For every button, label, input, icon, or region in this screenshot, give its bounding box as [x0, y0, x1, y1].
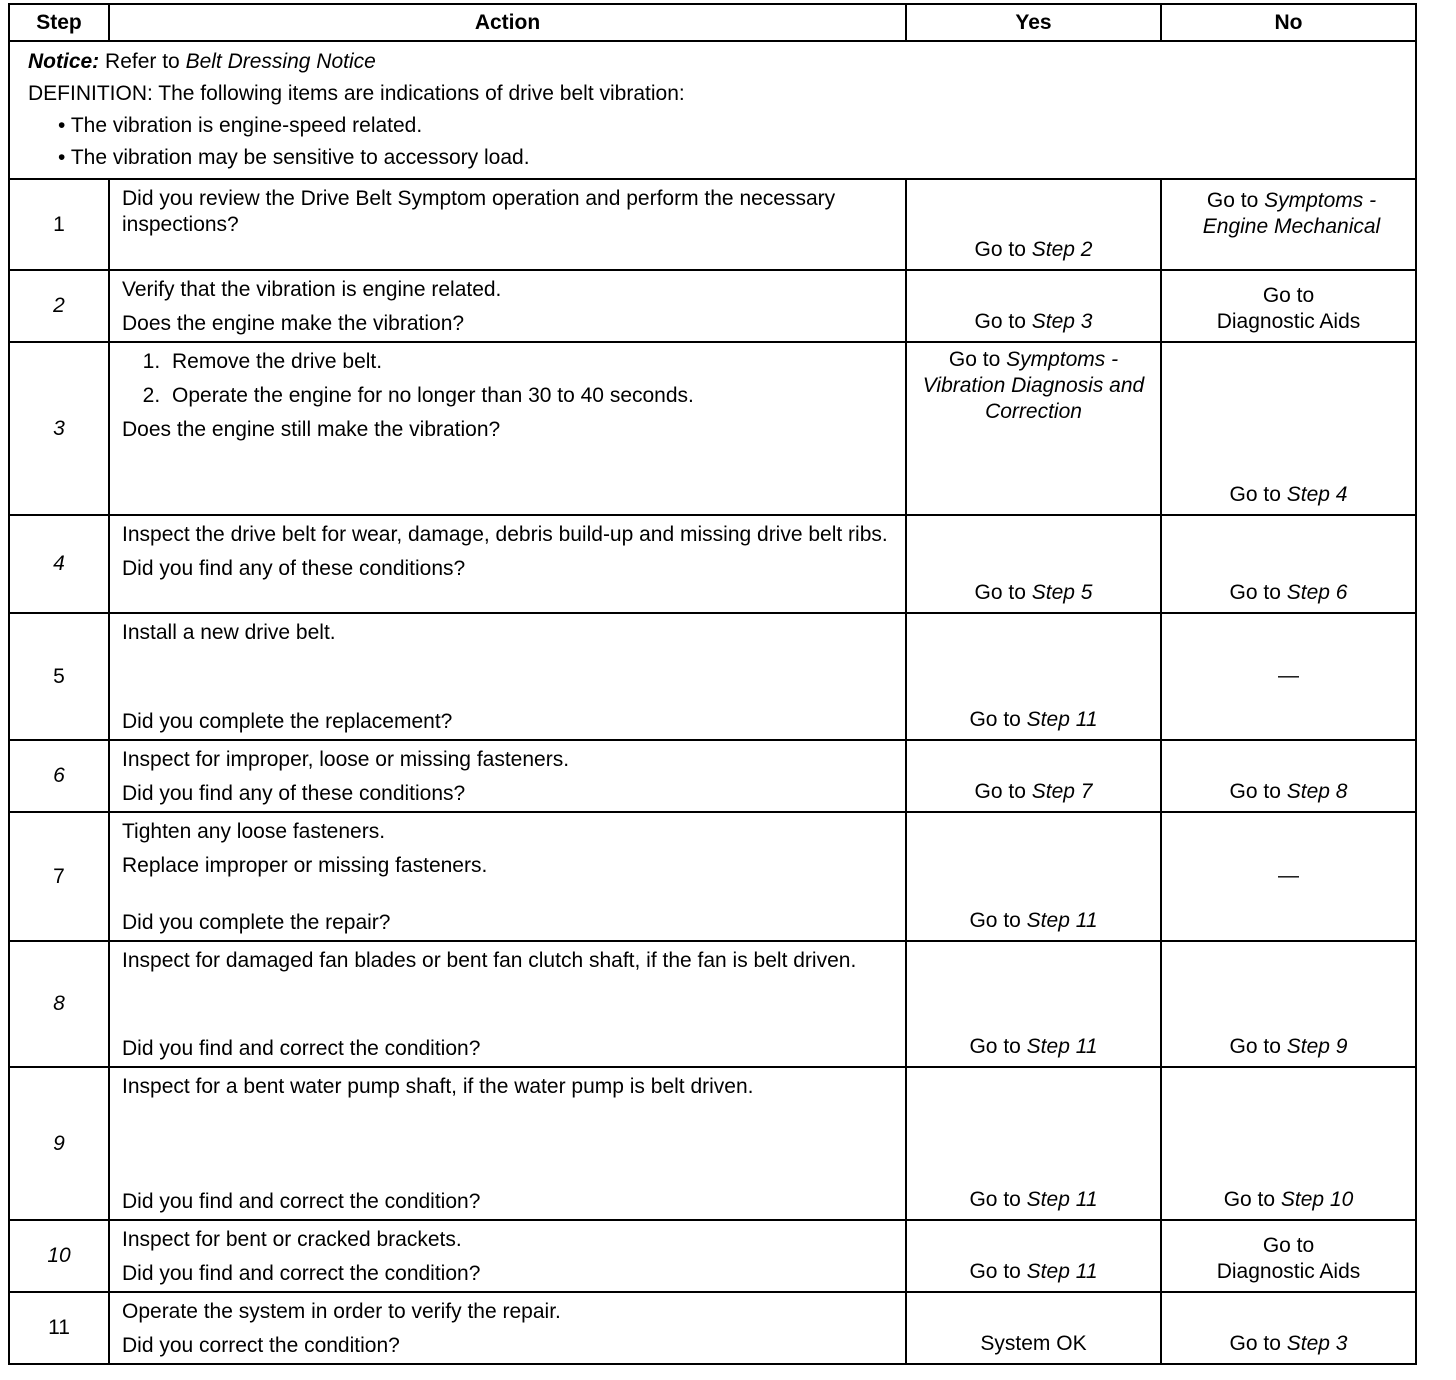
- action-text: Install a new drive belt.: [122, 621, 336, 644]
- action-question: Did you find any of these conditions?: [122, 782, 466, 805]
- step-number: 5: [9, 613, 109, 740]
- yes-prefix: Go to: [969, 1035, 1027, 1058]
- action-list: [122, 349, 893, 409]
- action-question: Does the engine make the vibration?: [122, 312, 465, 335]
- notice-row: [9, 41, 1416, 179]
- action-cell: [109, 1292, 906, 1364]
- yes-prefix: Go to: [969, 708, 1027, 731]
- no-line: Diagnostic Aids: [1216, 1260, 1361, 1283]
- yes-ref: Step 2: [1031, 238, 1093, 261]
- step-number: 3: [9, 342, 109, 515]
- step-number: 1: [9, 179, 109, 270]
- step-number: 6: [9, 740, 109, 812]
- action-question: Does the engine still make the vibration?: [122, 418, 501, 441]
- table-row: [9, 270, 1416, 342]
- definition: DEFINITION: The following items are indications of drive belt vibration:: [28, 82, 685, 105]
- action-question: Did you complete the replacement?: [122, 710, 453, 733]
- no-prefix: Go to: [1229, 1035, 1287, 1058]
- yes-cell: [906, 941, 1161, 1067]
- no-ref: Symptoms - Engine Mechanical: [1202, 189, 1381, 238]
- action-question: Did you find and correct the condition?: [122, 1262, 481, 1285]
- header-action: Action: [109, 4, 906, 41]
- no-prefix: Go to: [1206, 189, 1265, 212]
- no-line: Go to: [1262, 1234, 1315, 1257]
- step-number: 11: [9, 1292, 109, 1364]
- action-text: Verify that the vibration is engine related.: [122, 278, 502, 301]
- step-number: 10: [9, 1220, 109, 1292]
- yes-ref: Step 5: [1031, 581, 1093, 604]
- no-cell: [1161, 179, 1416, 270]
- no-cell: [1161, 1067, 1416, 1220]
- action-cell: [109, 179, 906, 270]
- yes-cell: [906, 179, 1161, 270]
- yes-ref: Step 11: [1026, 1035, 1098, 1058]
- action-cell: [109, 613, 906, 740]
- no-prefix: Go to: [1229, 780, 1287, 803]
- yes-ref: Step 11: [1026, 1188, 1098, 1211]
- yes-cell: [906, 812, 1161, 941]
- action-question: Did you find and correct the condition?: [122, 1037, 481, 1060]
- yes-cell: [906, 740, 1161, 812]
- action-text: Inspect for bent or cracked brackets.: [122, 1228, 462, 1251]
- table-row: [9, 1220, 1416, 1292]
- no-cell: [1161, 270, 1416, 342]
- table-row: [9, 1292, 1416, 1364]
- yes-cell: [906, 270, 1161, 342]
- list-item: 2. Operate the engine for no longer than 30 to 40 seconds.: [166, 383, 893, 409]
- yes-prefix: Go to: [969, 909, 1027, 932]
- header-row: [9, 4, 1416, 41]
- no-cell: [1161, 1292, 1416, 1364]
- header-no: No: [1161, 4, 1416, 41]
- action-text: Inspect for a bent water pump shaft, if the water pump is belt driven.: [122, 1075, 754, 1098]
- yes-text: System OK: [980, 1332, 1087, 1355]
- step-number: 8: [9, 941, 109, 1067]
- action-text: Inspect for damaged fan blades or bent fan clutch shaft, if the fan is belt driven.: [122, 949, 857, 972]
- yes-ref: Step 11: [1026, 1260, 1098, 1283]
- action-question: Did you complete the repair?: [122, 911, 391, 934]
- step-number: 2: [9, 270, 109, 342]
- yes-ref: Symptoms - Vibration Diagnosis and Correction: [922, 348, 1145, 423]
- no-cell: [1161, 740, 1416, 812]
- no-cell: [1161, 515, 1416, 613]
- yes-cell: [906, 1067, 1161, 1220]
- yes-prefix: Go to: [948, 348, 1007, 371]
- action-text: Tighten any loose fasteners.: [122, 820, 386, 843]
- step-number: 4: [9, 515, 109, 613]
- no-ref: Step 3: [1286, 1332, 1348, 1355]
- yes-cell: [906, 515, 1161, 613]
- table-row: [9, 179, 1416, 270]
- action-question: Did you correct the condition?: [122, 1334, 400, 1357]
- no-cell: [1161, 613, 1416, 740]
- header-yes: Yes: [906, 4, 1161, 41]
- no-prefix: Go to: [1229, 1332, 1287, 1355]
- action-text: Inspect for improper, loose or missing fasteners.: [122, 748, 570, 771]
- no-prefix: Go to: [1229, 483, 1287, 506]
- no-cell: [1161, 342, 1416, 515]
- action-cell: [109, 270, 906, 342]
- table-row: [9, 812, 1416, 941]
- no-ref: Step 6: [1286, 581, 1348, 604]
- step-number: 7: [9, 812, 109, 941]
- step-number: 9: [9, 1067, 109, 1220]
- yes-cell: [906, 613, 1161, 740]
- action-cell: [109, 1067, 906, 1220]
- no-ref: Step 9: [1286, 1035, 1348, 1058]
- diagnostic-table: [8, 3, 1417, 1365]
- no-prefix: Go to: [1223, 1188, 1281, 1211]
- notice-ref: Belt Dressing Notice: [185, 50, 376, 73]
- yes-prefix: Go to: [974, 581, 1032, 604]
- yes-cell: [906, 1220, 1161, 1292]
- bullet: • The vibration may be sensitive to accessory load.: [76, 142, 1397, 174]
- yes-cell: [906, 342, 1161, 515]
- no-line: Diagnostic Aids: [1216, 310, 1361, 333]
- yes-cell: [906, 1292, 1161, 1364]
- no-cell: [1161, 941, 1416, 1067]
- list-item: 1. Remove the drive belt.: [166, 349, 893, 375]
- action-cell: [109, 1220, 906, 1292]
- yes-prefix: Go to: [974, 238, 1032, 261]
- action-text: Operate the system in order to verify the repair.: [122, 1300, 561, 1323]
- bullet: • The vibration is engine-speed related.: [76, 110, 1397, 142]
- definition-list: [28, 110, 1397, 174]
- table-row: [9, 515, 1416, 613]
- notice-text: Refer to: [99, 50, 186, 73]
- table-row: [9, 342, 1416, 515]
- action-cell: [109, 515, 906, 613]
- action-text: Inspect the drive belt for wear, damage, debris build-up and missing drive belt ribs.: [122, 523, 888, 546]
- table-row: [9, 613, 1416, 740]
- yes-prefix: Go to: [974, 310, 1032, 333]
- action-cell: [109, 342, 906, 515]
- yes-prefix: Go to: [974, 780, 1032, 803]
- no-cell: [1161, 812, 1416, 941]
- yes-ref: Step 7: [1031, 780, 1093, 803]
- header-step: Step: [9, 4, 109, 41]
- table-row: [9, 1067, 1416, 1220]
- action-cell: [109, 941, 906, 1067]
- no-line: Go to: [1262, 284, 1315, 307]
- no-cell: [1161, 1220, 1416, 1292]
- yes-prefix: Go to: [969, 1260, 1027, 1283]
- action-question: Did you find and correct the condition?: [122, 1190, 481, 1213]
- yes-ref: Step 11: [1026, 708, 1098, 731]
- action-cell: [109, 812, 906, 941]
- action-cell: [109, 740, 906, 812]
- no-prefix: Go to: [1229, 581, 1287, 604]
- no-ref: Step 8: [1286, 780, 1348, 803]
- no-ref: Step 10: [1280, 1188, 1354, 1211]
- action-text: Replace improper or missing fasteners.: [122, 854, 488, 877]
- no-dash: —: [1278, 863, 1299, 887]
- yes-ref: Step 11: [1026, 909, 1098, 932]
- action-text: Did you review the Drive Belt Symptom operation and perform the necessary inspections?: [122, 187, 836, 236]
- table-row: [9, 941, 1416, 1067]
- no-dash: —: [1278, 663, 1299, 687]
- action-question: Did you find any of these conditions?: [122, 557, 466, 580]
- no-ref: Step 4: [1286, 483, 1348, 506]
- notice-cell: [9, 41, 1416, 179]
- notice-label: Notice:: [28, 50, 100, 73]
- table-row: [9, 740, 1416, 812]
- yes-prefix: Go to: [969, 1188, 1027, 1211]
- yes-ref: Step 3: [1031, 310, 1093, 333]
